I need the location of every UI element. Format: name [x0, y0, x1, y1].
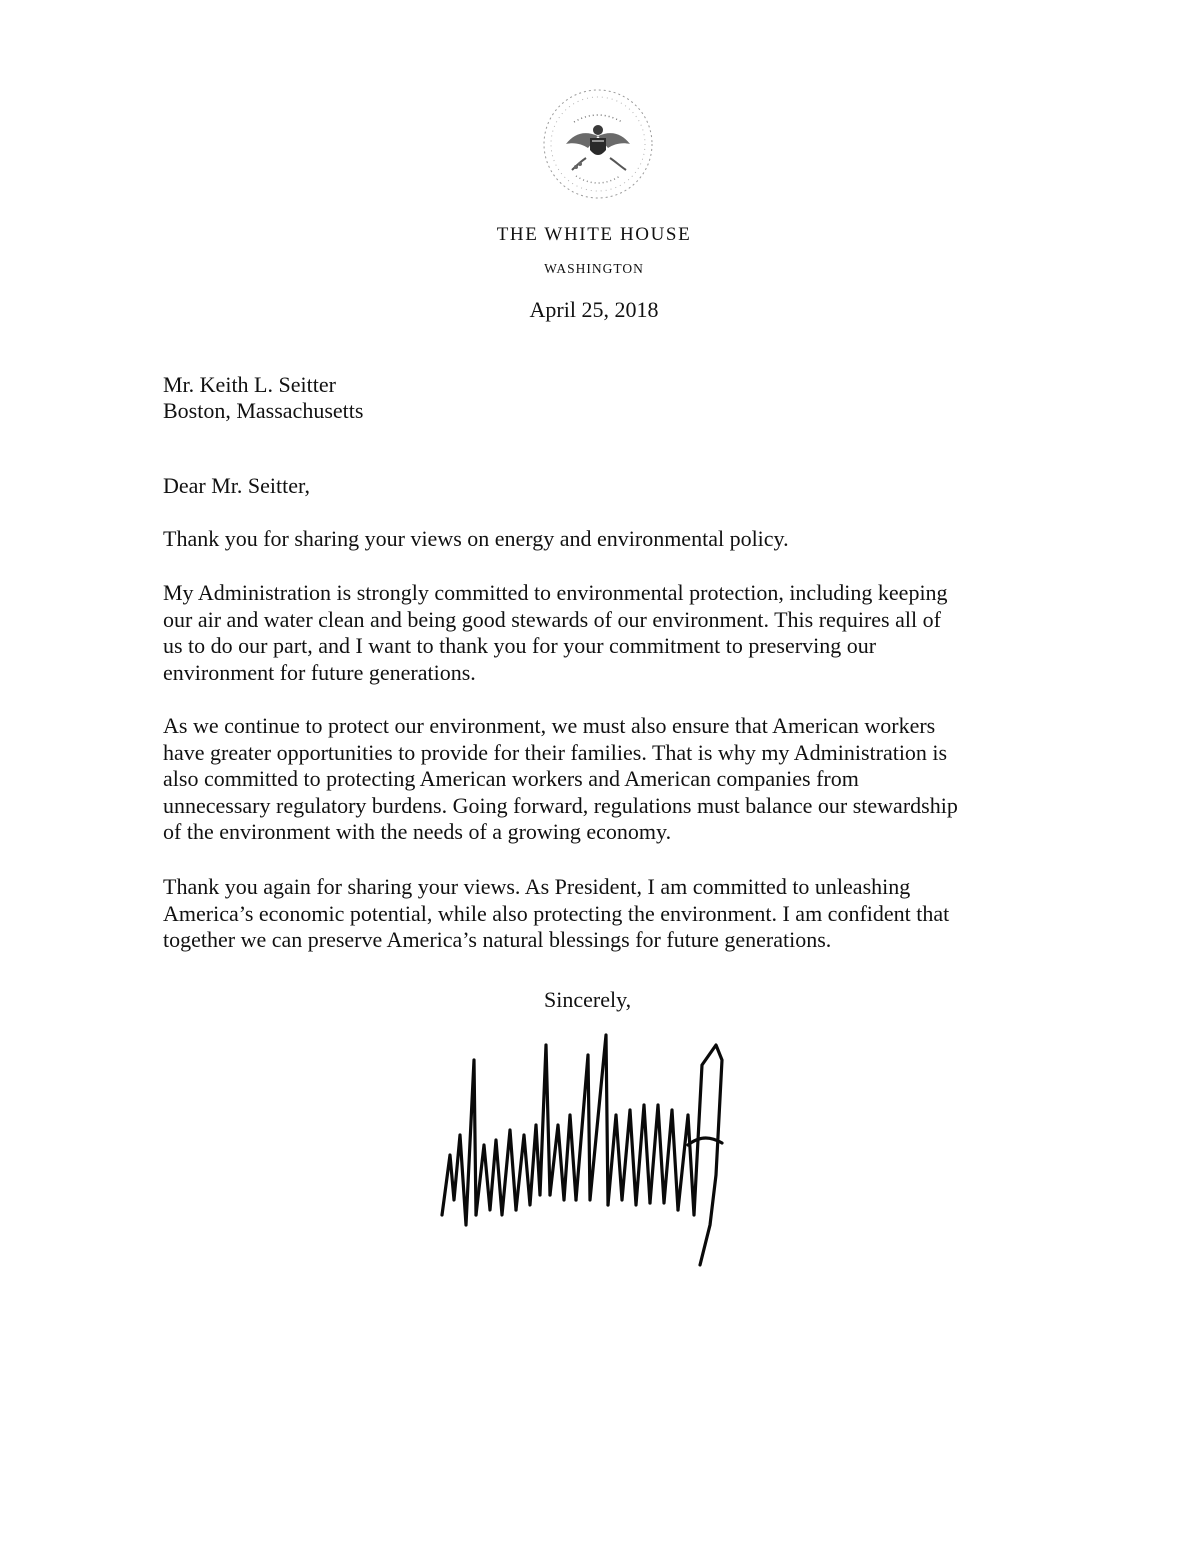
recipient-location: Boston, Massachusetts [163, 398, 364, 423]
salutation: Dear Mr. Seitter, [163, 473, 310, 498]
recipient-name: Mr. Keith L. Seitter [163, 372, 336, 397]
letterhead-organization: THE WHITE HOUSE [496, 224, 692, 245]
signature [430, 1025, 740, 1275]
body-paragraph: My Administration is strongly committed to environmental protection, including keeping our air and water clean and being good stewards of our environment. This requires all of us to do our part, and I want to thank you for your commitment to preserving our environment for future generations. [163, 580, 948, 685]
closing: Sincerely, [544, 987, 632, 1012]
letter-date: April 25, 2018 [529, 297, 659, 322]
body-paragraph: Thank you for sharing your views on energy and environmental policy. [163, 526, 789, 551]
presidential-seal-icon [540, 86, 656, 202]
letterhead-city: WASHINGTON [544, 261, 644, 276]
body-paragraph: As we continue to protect our environment, we must also ensure that American workers have greater opportunities to provide for their families. That is why my Administration is also committed to protecting American workers and American companies from unnecessary regulatory burdens. Going forward, regulations must balance our stewardship of the environment with the needs of a growing economy. [163, 713, 958, 844]
body-paragraph: Thank you again for sharing your views. As President, I am committed to unleashing America’s economic potential, while also protecting the environment. I am confident that together we can preserve America’s natural blessings for future generations. [163, 874, 950, 952]
